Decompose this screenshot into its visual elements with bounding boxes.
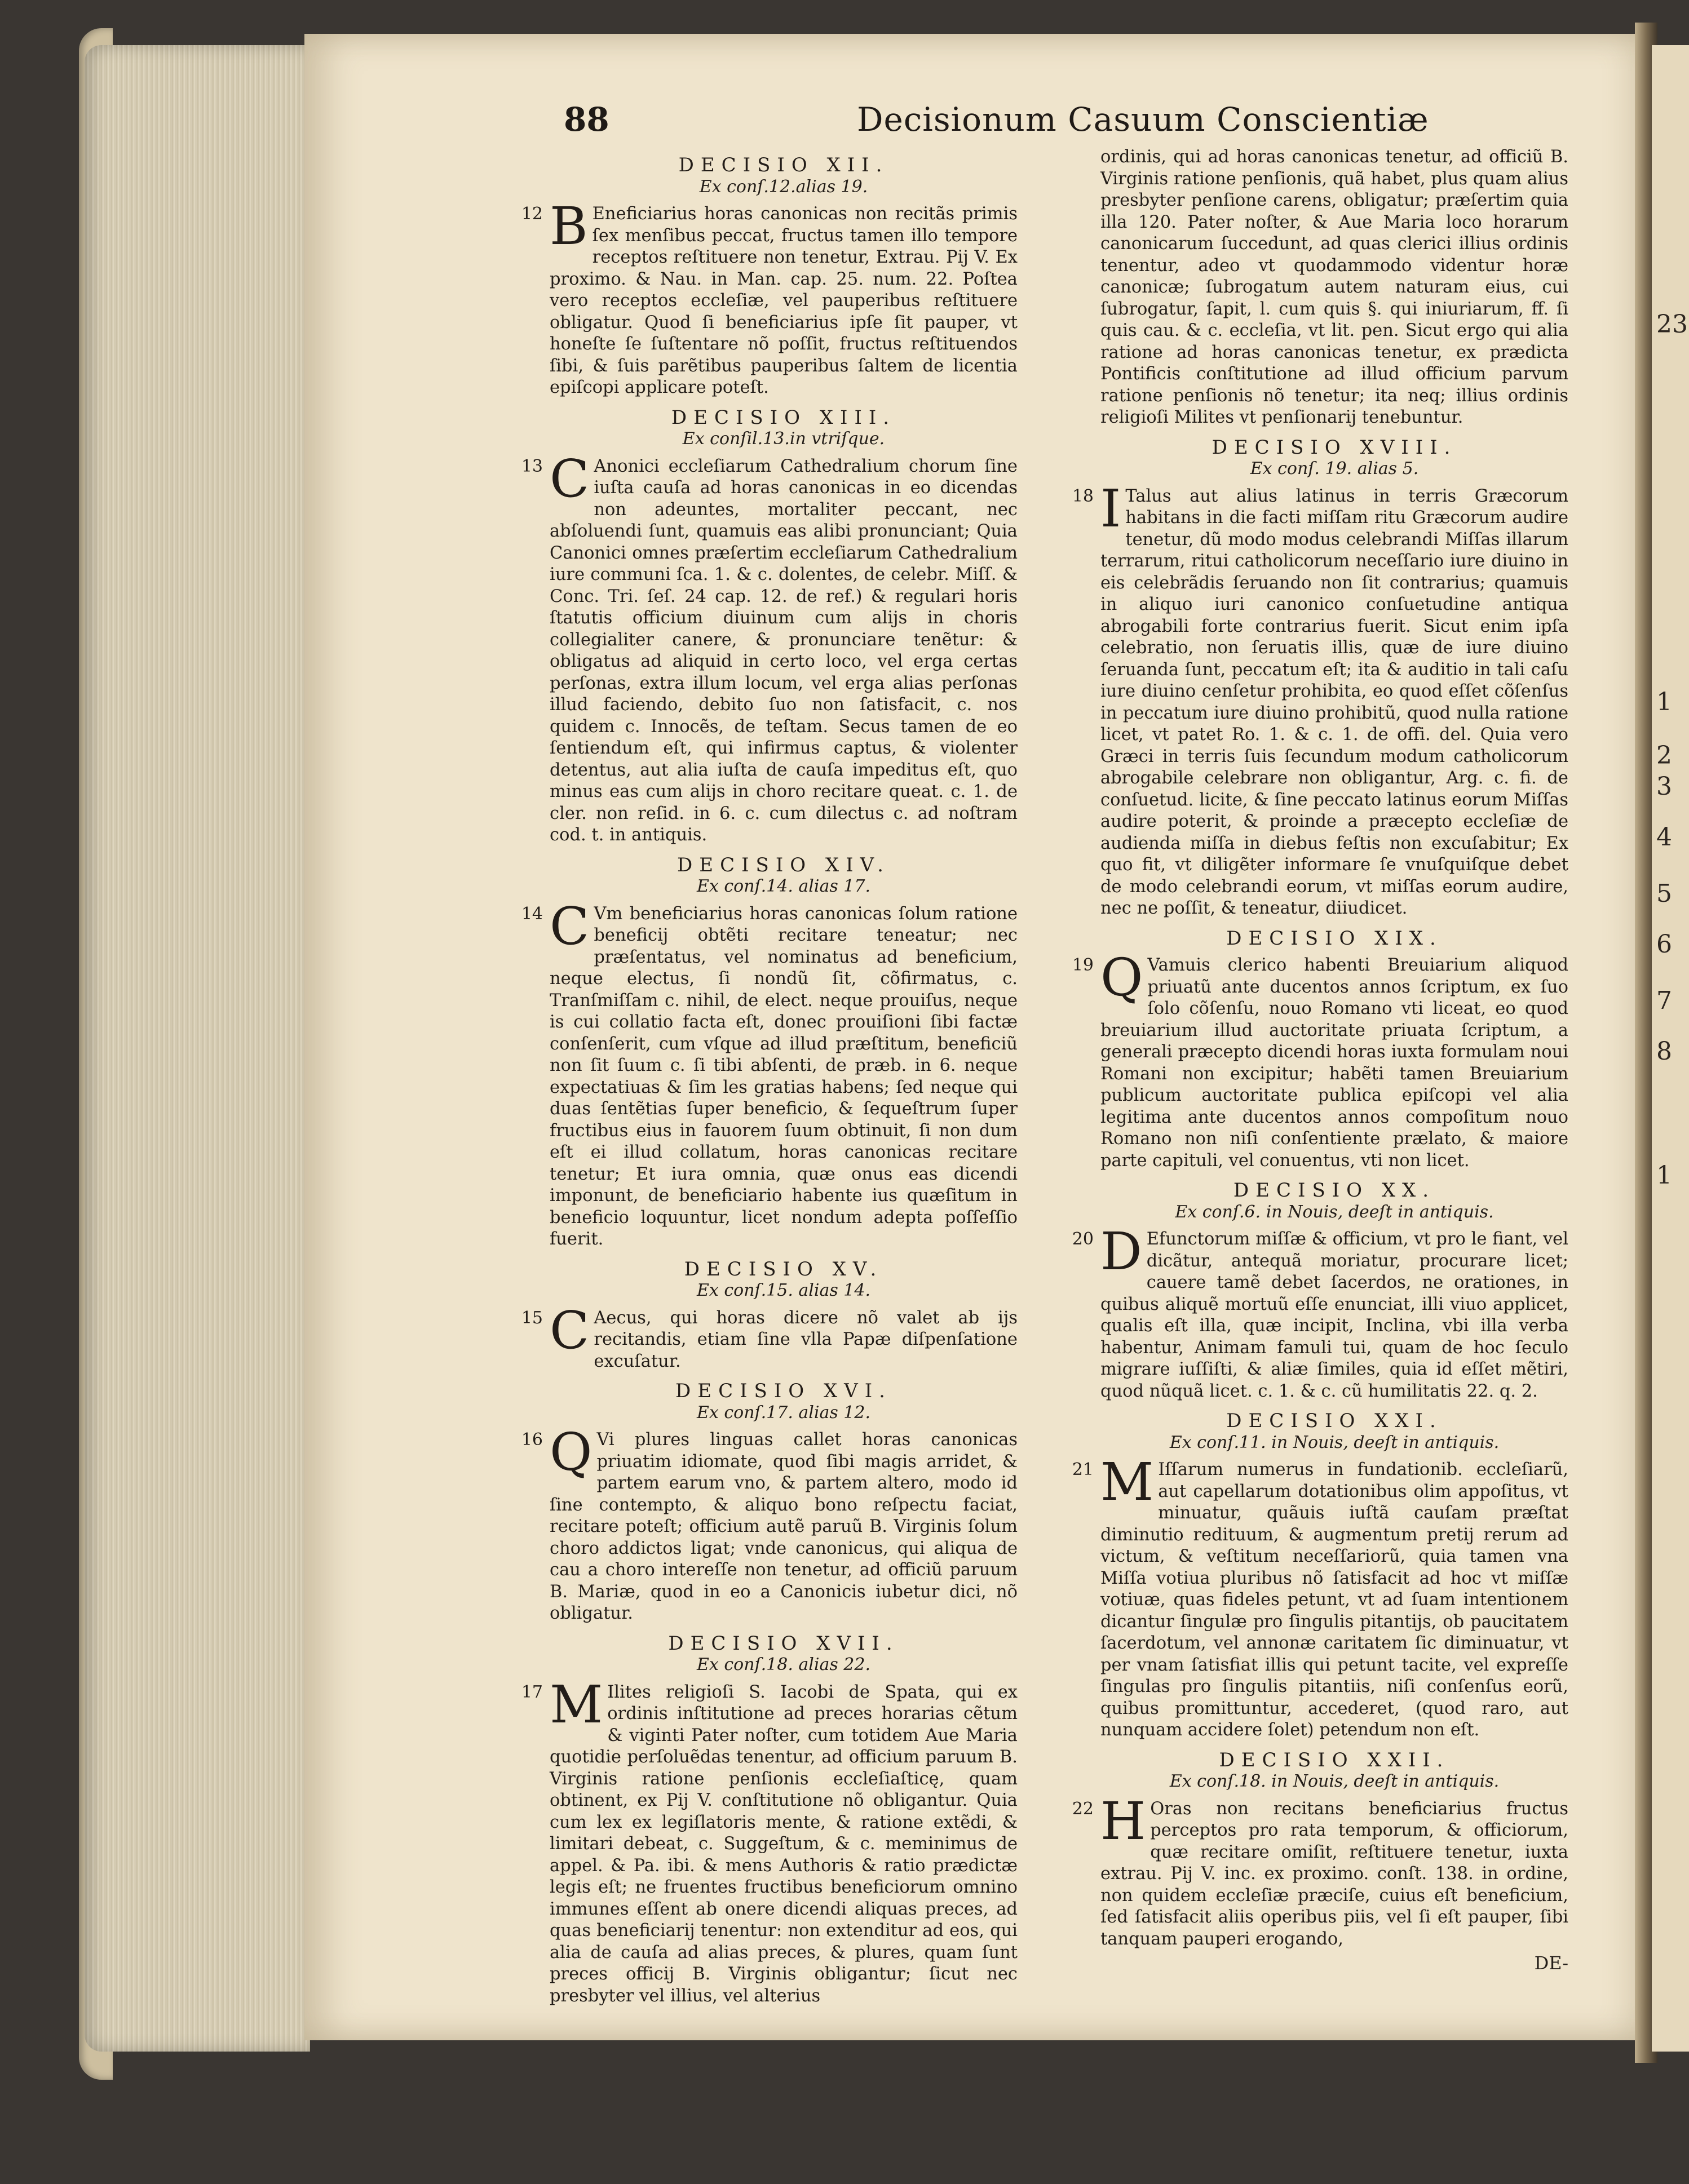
initial-letter: C	[550, 1300, 590, 1361]
decision-section	[1072, 1179, 1568, 1402]
decision-text: Aecus, qui horas dicere nõ valet ab ijs recitandis, etiam ſine vlla Papæ diſpenſatione excuſatur.	[594, 1308, 1018, 1371]
decision-source: Ex conſ. 19. alias 5.	[1250, 459, 1419, 479]
facing-margin-number: 3	[1656, 772, 1672, 801]
decision-section	[521, 1632, 1018, 2008]
decision-section	[521, 853, 1018, 1251]
decision-section	[1072, 1748, 1568, 1951]
decision-text: Ilites religioſi S. Iacobi de Spata, qui ex ordinis inſtitutione ad preces horarias cẽtum & viginti Pater noſter, cum totidem Aue Maria quotidie perſoluẽdas tenentur, ad officium paruum B. Virginis ratione penſionis eccleſiaſticę, quam obtinent, ex Pij V. conſtitutione nõ obligantur. Quia cum lex ex legiſlatoris mente, & ratione extẽdi, & limitari debeat, c. Suggeſtum, & c. meminimus de appel. & Pa. ibi. & mens Authoris & ratio prædictæ legis eſt; ne fruentes fructibus beneficiorum omnino immunes eſſent ab onere dicendi aliquas preces, ad quas beneficiarij tenentur: non extenditur ad eos, qui alia de cauſa ad alias preces, & plures, quam ſunt preces officij B. Virginis obligantur; ſicut nec presbyter vel illius, vel alterius	[550, 1682, 1018, 2006]
decision-text: Iſſarum numerus in fundationib. eccleſiarũ, aut capellarum dotationibus olim appoſitus, vt minuatur, quãuis iuſtã cauſam præſtat diminutio redituum, & augmentum pretij rerum ad victum, & veſtitum neceſſariorũ, quia tamen vna Miſſa votiua pluribus nõ ſatisfacit ad hoc vt miſſæ votiuæ, quas fideles petunt, vt ad ſuam intentionem dicantur ſingulæ pro ſingulis pitantijs, ob paucitatem ſacerdotum, vel annonæ caritatem ſic diminuatur, vt per vnam ſatisfiat illis qui petunt tacite, vel expreſſe ſingulas pro ſingulis pitantiis, niſi conſenſus eorũ, quibus promittuntur, accederet, (quod raro, aut nunquam accidere ſolet) petendum non eſt.	[1100, 1460, 1568, 1740]
decision-section	[1072, 927, 1568, 1172]
decision-section	[521, 1257, 1018, 1373]
decision-text: Vi plures linguas callet horas canonicas priuatim idiomate, quod ſibi magis arridet, & partem earum vno, & partem altero, modo id ſine contempto, & aliquo bono reſpectu faciat, recitare poteſt; officium autẽ paruũ B. Virginis ſolum choro addictos ligat; vnde canonicus, qui aliqua de cau a choro intereſſe non tenetur, ad officiũ paruum B. Mariæ, quod in eo a Canonicis iubetur dici, nõ obligatur.	[550, 1430, 1018, 1623]
page-number: 88	[564, 100, 609, 139]
decision-source: Ex conſ.6. in Nouis, deeſt in antiquis.	[1175, 1202, 1494, 1222]
initial-letter: Q	[550, 1422, 593, 1482]
decision-section	[521, 1380, 1018, 1625]
decision-text: Anonici eccleſiarum Cathedralium chorum ſine iuſta cauſa ad horas canonicas in eo dicendas non adeuntes, mortaliter peccant, nec abſoluendi ſunt, quamuis eas alibi pronunciant; Quia Canonici omnes præſertim eccleſiarum Cathedralium iure communi ſca. 1. & c. dolentes, de celebr. Miſſ. & Conc. Tri. ſeſ. 24 cap. 12. de ref.) & regulari horis ſtatutis officium diuinum cum alijs in choris collegialiter canere, & pronunciare tenẽtur: & obligatus ad aliquid in certo loco, vel erga certas perſonas, extra illum locum, vel erga alias perſonas illud faciendo, debito ſuo non ſatisfacit, c. nos quidem c. Innocẽs, de teſtam. Secus tamen de eo ſentiendum eſt, qui infirmus captus, & violenter detentus, aut alia iuſta de cauſa impeditus eſt, quo minus eas cum alijs in choro recitare queat. c. 1. de cler. non reſid. in 6. c. cum dilectus c. ad noſtram cod. t. in antiquis.	[550, 456, 1018, 845]
decision-title: DECISIO XIII.	[671, 406, 896, 429]
decision-title: DECISIO XV.	[684, 1257, 883, 1281]
decision-section	[1072, 436, 1568, 920]
decision-section	[521, 154, 1018, 399]
facing-margin-number: 5	[1656, 879, 1672, 908]
page-block-edge	[85, 45, 310, 2052]
decision-title: DECISIO XIV.	[677, 853, 890, 876]
facing-margin-number: 4	[1656, 823, 1672, 852]
margin-number: 15	[521, 1308, 543, 1328]
decision-title: DECISIO XVI.	[675, 1380, 892, 1402]
decision-source: Ex conſ.15. alias 14.	[696, 1281, 871, 1300]
decision-source: Ex conſ.18. alias 22.	[696, 1655, 871, 1674]
continuation-text: ordinis, qui ad horas canonicas tenetur, ad officiũ B. Virginis ratione penſionis, quã habet, plus quam alius presbyter penſione carens, obligatur; præſertim quia illa 120. Pater noſter, & Aue Maria loco horarum canonicarum ſuccedunt, ad quas clerici illius ordinis tenentur, adeo vt quodammodo videntur horæ canonicæ; ſubrogatum autem naturam eius, cui ſubrogatur, ſapit, l. cum quis §. qui iniuriarum, ff. ſi quis cau. & c. eccleſia, vt lit. pen. Sicut ergo qui alia ratione ad horas canonicas tenetur, ex prædicta Pontificis conſtitutione ad illud officium parvum ratione penſionis nõ tenetur; ita neq; illius ordinis religioſi Milites vt penſionarij tenebuntur.	[1100, 147, 1568, 427]
decision-title: DECISIO XIX.	[1226, 927, 1443, 950]
facing-margin-number: 23	[1656, 310, 1688, 339]
decision-source: Ex conſ.12.alias 19.	[699, 176, 868, 197]
initial-letter: I	[1100, 478, 1121, 539]
decision-text: Vm beneficiarius horas canonicas ſolum ratione beneficij obtẽti recitare teneatur; nec præſentatus, vel nominatus ad beneficium, neque electus, ſi nondũ ſit, cõfirmatus, c. Tranſmiſſam c. nihil, de elect. neque prouiſus, neque is cui collatio facta eſt, donec prouiſioni ſibi factæ conſenſerit, cum vſque ad illud præſtitum, beneficiũ non ſit ſuum c. ſi tibi abſenti, de præb. in 6. neque expectatiuas & ſim les gratias habens; ſed neque qui duas ſentẽtias ſuper beneficio, & ſequeſtrum ſuper fructibus eius in fauorem ſuum obtinuit, ſi non dum eſt ei illud collatum, horas canonicas recitare tenetur; Et iura omnia, quæ onus eas dicendi imponunt, de beneficiario habente ius quæſitum in beneficio loquuntur, licet nondum adepta poſſeſſio fuerit.	[550, 903, 1018, 1249]
decision-paragraph	[1072, 947, 1568, 1172]
margin-number: 20	[1072, 1229, 1094, 1249]
right-column	[1072, 147, 1568, 1974]
margin-number: 12	[521, 204, 543, 224]
decision-title: DECISIO XII.	[678, 154, 889, 176]
decision-paragraph	[521, 196, 1018, 399]
facing-margin-number: 1	[1656, 1161, 1672, 1190]
decision-text: Vamuis clerico habenti Breuiarium aliquod priuatũ ante ducentos annos ſcriptum, ex ſuo ſolo cõſenſu, nouo Romano vti liceat, eo quod breuiarium illud auctoritate priuata ſcriptum, a generali præcepto dicendi horas iuxta formulam noui Romani non excipitur; habẽti tamen Breuiarium publicum auctoritate publica epiſcopi vel alia legitima ante ducentos annos compoſitum nouo Romano non niſi conſentiente prælato, & maiore parte capituli, vel conuentus, vti non licet.	[1100, 955, 1568, 1171]
decision-source: Ex conſ.18. in Nouis, deeſt in antiquis.	[1169, 1771, 1500, 1791]
decision-source: Ex conſil.13.in vtriſque.	[682, 429, 885, 449]
facing-page-margin	[1652, 45, 1689, 2052]
margin-number: 22	[1072, 1798, 1094, 1819]
facing-margin-number: 8	[1656, 1037, 1672, 1066]
decision-paragraph	[521, 448, 1018, 847]
facing-margin-number: 7	[1656, 986, 1672, 1015]
initial-letter: B	[550, 196, 588, 256]
facing-margin-number: 2	[1656, 741, 1672, 770]
left-column	[521, 147, 1018, 2007]
initial-letter: M	[550, 1674, 603, 1735]
decision-source: Ex conſ.14. alias 17.	[696, 876, 871, 896]
decision-title: DECISIO XXI.	[1226, 1410, 1443, 1432]
decision-title: DECISIO XX.	[1233, 1179, 1436, 1202]
margin-number: 14	[521, 903, 543, 924]
initial-letter: Q	[1100, 947, 1143, 1008]
catchword: DE-	[1534, 1952, 1568, 1974]
decision-paragraph	[521, 1422, 1018, 1625]
decision-section	[521, 406, 1018, 847]
margin-number: 19	[1072, 955, 1094, 975]
decision-paragraph	[521, 896, 1018, 1251]
decision-text: Oras non recitans beneficiarius fructus perceptos pro rata temporum, & officiorum, quæ recitare omiſit, reſtituere tenetur, iuxta extrau. Pij V. inc. ex proximo. conſt. 138. in ordine, non quidem eccleſiæ præciſe, cuius eſt beneficium, ſed ſatisfacit aliis operibus piis, vel ſi eſt pauper, ſibi tanquam pauperi erogando,	[1100, 1798, 1568, 1949]
margin-number: 17	[521, 1682, 543, 1702]
margin-number: 13	[521, 456, 543, 476]
margin-number: 21	[1072, 1460, 1094, 1479]
decision-paragraph	[1072, 1452, 1568, 1742]
initial-letter: H	[1100, 1791, 1146, 1851]
margin-number: 16	[521, 1430, 543, 1450]
decision-paragraph	[521, 1674, 1018, 2008]
decision-text: Eneficiarius horas canonicas non recitãs primis ſex menſibus peccat, fructus tamen illo tempore receptos reſtituere non tenetur, Extrau. Pij V. Ex proximo. & Nau. in Man. cap. 25. num. 22. Poſtea vero receptos eccleſiæ, vel pauperibus reſtituere obligatur. Quod ſi beneficiarius ipſe ſit pauper, vt honeſte ſe ſuſtentare nõ poſſit, fructus reſtituendos ſibi, & ſuis parẽtibus pauperibus ſaltem de licentia epiſcopi applicare poteſt.	[550, 204, 1018, 397]
running-title: Decisionum Casuum Conscientiæ	[857, 100, 1429, 139]
initial-letter: C	[550, 896, 590, 956]
decision-paragraph	[1072, 1221, 1568, 1402]
decision-paragraph	[1072, 1791, 1568, 1951]
decision-title: DECISIO XVIII.	[1212, 436, 1457, 459]
decision-paragraph	[521, 1300, 1018, 1373]
decision-text: Talus aut alius latinus in terris Græcorum habitans in die facti miſſam ritu Græcorum audire tenetur, dũ modo modus celebrandi Miſſas illarum terrarum, ritui catholicorum neceſſario iure diuino in eis celebrãdis ſeruando non ſit contrarius; quamuis in aliquo iuri canonico conſuetudine antiqua abrogabili forte contrarius fuerit. Sicut enim ipſa celebratio, non ſeruatis illis, quæ de iure diuino ſeruanda ſunt, peccatum eſt; ita & auditio in tali caſu iure diuino cenſetur prohibita, eo quod eſſet cõſenſus in peccatum iure diuino prohibitũ, quod nulla ratione licet, vt patet Ro. 1. & c. 1. de offi. del. Quia vero Græci in terris ſuis ſecundum modum catholicorum abrogabile celebrare non obligantur, Arg. c. fi. de conſuetud. licite, & ſine peccato latinus eorum Miſſas audire poterit, & proinde a præcepto eccleſiæ de audienda miſſa in diebus feſtis non excuſabitur; Ex quo fit, vt diligẽter informare ſe vnuſquiſque debet de modo celebrandi eorum, vt miſſas eorum audire, nec ne poſſit, & teneatur, diiudicet.	[1100, 486, 1568, 918]
decision-section	[1072, 1410, 1568, 1742]
initial-letter: M	[1100, 1452, 1154, 1512]
decision-text: Efunctorum miſſæ & officium, vt pro le fiant, vel dicãtur, antequã moriatur, procurare licet; cauere tamẽ debet ſacerdos, ne orationes, in quibus aliquẽ mortuũ eſſe enunciat, illi viuo applicet, qualis eſt illa, quæ incipit, Inclina, vbi illa verba habentur, Animam famuli tui, quam de hoc ſeculo migrare iuſſiſti, & aliæ ſimiles, quia id eſſet mẽtiri, quod nũquã licet. c. 1. & c. cũ humilitatis 22. q. 2.	[1100, 1229, 1568, 1401]
initial-letter: D	[1100, 1221, 1142, 1282]
initial-letter: C	[550, 448, 590, 509]
facing-margin-number: 6	[1656, 930, 1672, 959]
decision-title: DECISIO XVII.	[668, 1632, 899, 1655]
decision-title: DECISIO XXII.	[1219, 1748, 1450, 1771]
decision-source: Ex conſ.17. alias 12.	[696, 1402, 871, 1423]
facing-margin-number: 1	[1656, 688, 1672, 716]
decision-source: Ex conſ.11. in Nouis, deeſt in antiquis.	[1169, 1432, 1500, 1452]
decision-paragraph	[1072, 478, 1568, 920]
margin-number: 18	[1072, 486, 1094, 506]
running-header	[564, 100, 1429, 145]
